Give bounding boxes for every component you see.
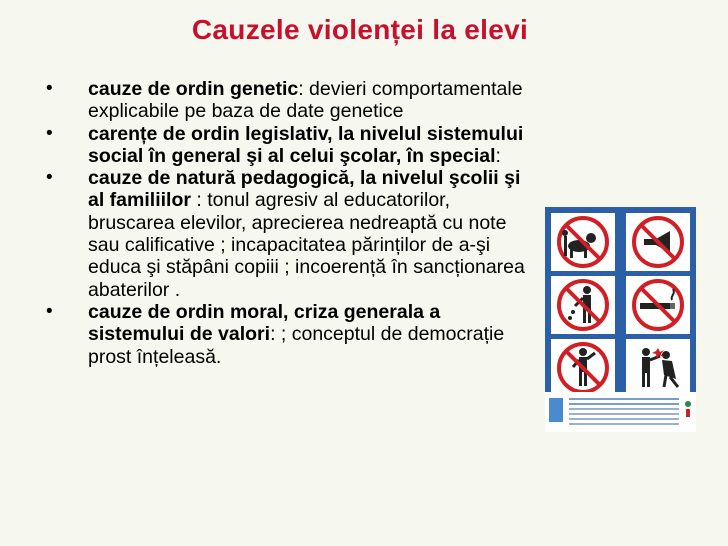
bullet-heading: cauze de ordin genetic bbox=[88, 78, 299, 100]
bullet-marker: • bbox=[46, 78, 53, 99]
bullet-marker: • bbox=[46, 300, 53, 322]
prohibition-signs-poster bbox=[545, 207, 696, 432]
bullet-text: : tonul agresiv al educatorilor, bruscarea elevilor, aprecierea nedreaptă cu note sau calificative ; incapacitatea părinților de a-şi educa şi stăpâni copiii ; incoerență în sancționarea abaterilor . bbox=[88, 189, 525, 301]
list-item bbox=[46, 167, 536, 301]
bullet-marker: • bbox=[46, 122, 53, 144]
bullet-list bbox=[46, 78, 536, 368]
bullet-heading: carențe de ordin legislativ, la nivelul sistemului social în general şi al celui şcolar, în special bbox=[88, 122, 524, 167]
no-smoking-icon bbox=[626, 276, 690, 334]
bullet-text: : devieri comportamentale explicabile pe baza de date genetice bbox=[88, 78, 523, 123]
list-item bbox=[46, 123, 536, 168]
poster-footer bbox=[545, 392, 696, 432]
no-littering-icon bbox=[551, 276, 615, 334]
bullet-text: : ; conceptul de democrație prost înțeleasă. bbox=[88, 323, 505, 368]
slide-title: Cauzele violenței la elevi bbox=[191, 14, 529, 45]
bullet-text: : bbox=[495, 144, 501, 167]
logo-icon bbox=[549, 398, 563, 422]
bullet-marker: • bbox=[46, 167, 53, 189]
list-item bbox=[46, 301, 536, 368]
bullet-heading: cauze de ordin moral, criza generala a sistemului de valori bbox=[88, 300, 441, 346]
list-item bbox=[46, 78, 536, 123]
no-dog-icon bbox=[551, 213, 615, 271]
poster-caption-lines bbox=[569, 398, 679, 400]
no-fighting-icon bbox=[551, 339, 615, 397]
emblem-icon bbox=[684, 400, 692, 418]
no-horn-icon bbox=[626, 213, 690, 271]
bullet-heading: cauze de natură pedagogică, la nivelul şcolii şi al familiilor bbox=[88, 167, 521, 212]
violence-icon bbox=[626, 339, 690, 397]
